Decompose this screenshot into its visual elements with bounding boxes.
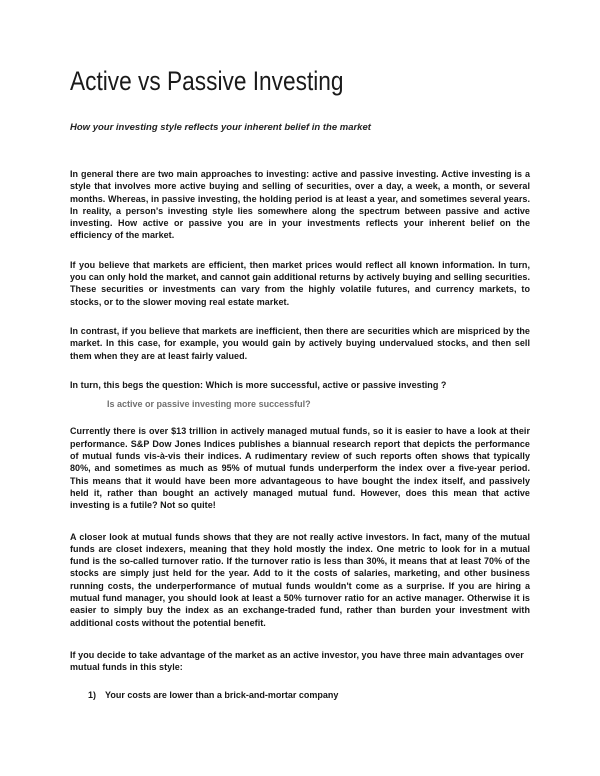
section-subheading: Is active or passive investing more successful? bbox=[107, 399, 311, 410]
numbered-list-item bbox=[70, 689, 530, 701]
list-item-text: Your costs are lower than a brick-and-mortar company bbox=[105, 689, 339, 700]
page-title: Active vs Passive Investing bbox=[70, 66, 344, 96]
paragraph-fund-performance: Currently there is over $13 trillion in actively managed mutual funds, so it is easier to have a look at their performance. S&P Dow Jones Indices publishes a biannual research report that depicts the performance of mutual funds vis-à-vis their indices. A rudimentary review of such reports often shows that typically 80%, and sometimes as much as 95% of mutual funds underperform the index over a five-year period. This means that it would have been more advantageous to have bought the index itself, and passively held it, rather than bought an actively managed mutual fund. However, does this mean that active investing is a futile? Not so quite! bbox=[70, 426, 530, 511]
paragraph-closer-look: A closer look at mutual funds shows that they are not really active investors. In fact, many of the mutual funds are closet indexers, meaning that they hold mostly the index. One metric to look for in a mutual fund is the so-called turnover ratio. If the turnover ratio is less than 30%, it means that at least 70% of the stocks are simply just held for the year. Add to it the costs of salaries, marketing, and other business running costs, the underperformance of mutual funds wouldn't come as a surprise. If you are hiring a mutual fund manager, you should look at least a 50% turnover ratio for an active manager. Otherwise it is easier to simply buy the index as an exchange-traded fund, rather than burden your investment with additional costs without the potential benefit. bbox=[70, 531, 530, 628]
paragraph-efficient-markets: If you believe that markets are efficient, then market prices would reflect all known information. In turn, you can only hold the market, and cannot gain additional returns by actively buying and selling securities. These securities or investments can vary from the highly volatile futures, and currency markets, to stocks, or to the slower moving real estate market. bbox=[70, 259, 530, 307]
paragraph-advantages-intro: If you decide to take advantage of the market as an active investor, you have three main advantages over mutual funds in this style: bbox=[70, 649, 524, 673]
paragraph-inefficient-markets: In contrast, if you believe that markets are inefficient, then there are securities which are mispriced by the market. In this case, for example, you would gain by actively buying undervalued stocks, and then sell them when they are at least fairly valued. bbox=[70, 325, 530, 361]
document-content bbox=[70, 64, 530, 701]
paragraph-intro: In general there are two main approaches to investing: active and passive investing. Active investing is a style that involves more active buying and selling of securities, over a day, a week, a month, or several months. Whereas, in passive investing, the holding period is at least a year, and sometimes several years. In reality, a person's investing style lies somewhere along the spectrum between passive and active investing. How active or passive you are in your investments reflects your inherent belief on the efficiency of the market. bbox=[70, 169, 530, 241]
subtitle: How your investing style reflects your inherent belief in the market bbox=[70, 122, 371, 133]
question-line: In turn, this begs the question: Which is more successful, active or passive investing ? bbox=[70, 379, 447, 390]
list-item-number: 1) bbox=[88, 689, 97, 700]
